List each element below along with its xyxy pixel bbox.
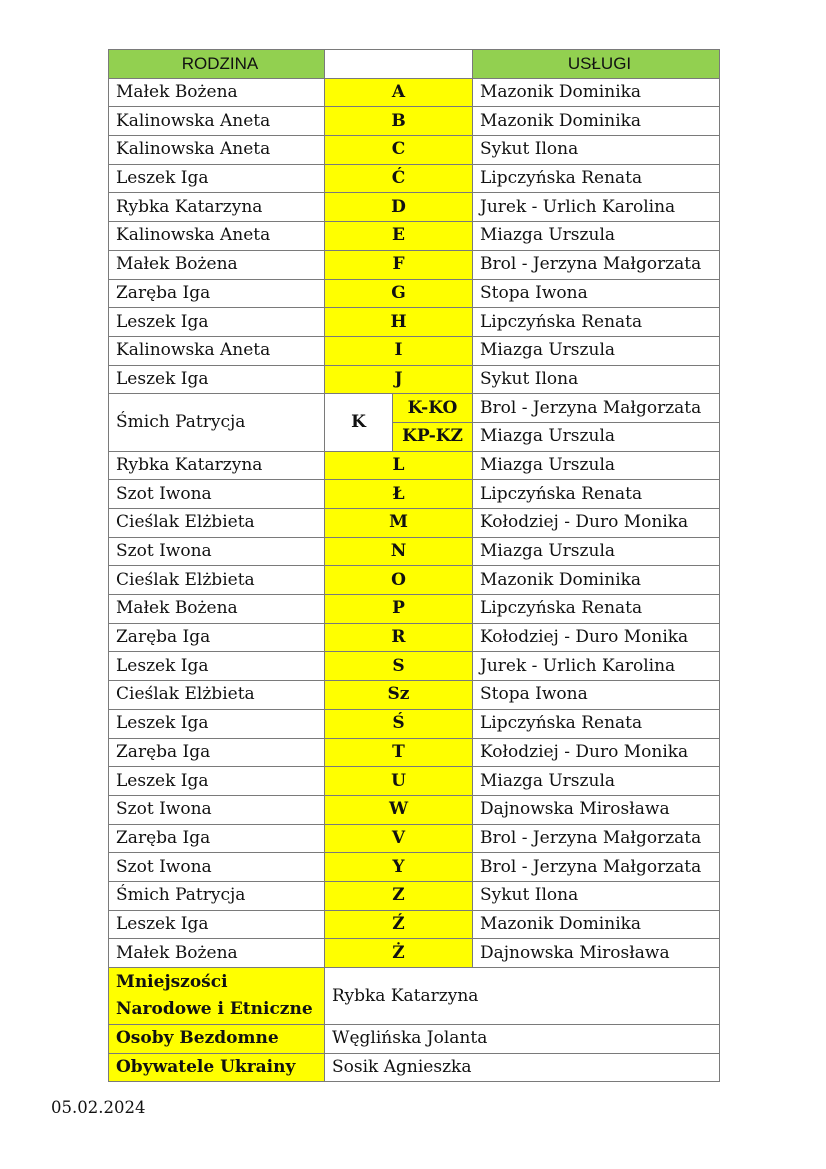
table-row xyxy=(109,767,720,796)
services-cell: Brol - Jerzyna Małgorzata xyxy=(473,853,720,882)
family-cell: Leszek Iga xyxy=(109,308,325,337)
special-row xyxy=(109,1025,720,1054)
services-cell: Sykut Ilona xyxy=(473,136,720,165)
table-row xyxy=(109,795,720,824)
table-row xyxy=(109,910,720,939)
services-cell: Lipczyńska Renata xyxy=(473,480,720,509)
services-cell: Kołodziej - Duro Monika xyxy=(473,738,720,767)
family-cell: Kalinowska Aneta xyxy=(109,136,325,165)
table-row xyxy=(109,652,720,681)
letter-cell: O xyxy=(325,566,473,595)
services-cell: Stopa Iwona xyxy=(473,279,720,308)
table-row xyxy=(109,107,720,136)
table-row xyxy=(109,222,720,251)
family-cell: Szot Iwona xyxy=(109,853,325,882)
family-cell: Szot Iwona xyxy=(109,795,325,824)
family-cell: Leszek Iga xyxy=(109,910,325,939)
letter-cell: Ź xyxy=(325,910,473,939)
services-cell: Miazga Urszula xyxy=(473,767,720,796)
services-cell: Kołodziej - Duro Monika xyxy=(473,509,720,538)
services-cell: Mazonik Dominika xyxy=(473,566,720,595)
table-row xyxy=(109,738,720,767)
category-cell: Mniejszości Narodowe i Etniczne xyxy=(109,968,325,1025)
letter-cell: F xyxy=(325,250,473,279)
person-cell: Węglińska Jolanta xyxy=(325,1025,720,1054)
services-cell: Miazga Urszula xyxy=(473,422,720,451)
letter-cell: Y xyxy=(325,853,473,882)
table-row xyxy=(109,709,720,738)
table-row xyxy=(109,193,720,222)
services-cell: Lipczyńska Renata xyxy=(473,595,720,624)
family-cell: Zaręba Iga xyxy=(109,738,325,767)
family-cell: Szot Iwona xyxy=(109,480,325,509)
table-row xyxy=(109,881,720,910)
table-row xyxy=(109,623,720,652)
services-cell: Lipczyńska Renata xyxy=(473,709,720,738)
special-row xyxy=(109,1053,720,1082)
services-cell: Sykut Ilona xyxy=(473,881,720,910)
services-cell: Dajnowska Mirosława xyxy=(473,795,720,824)
services-cell: Brol - Jerzyna Małgorzata xyxy=(473,824,720,853)
services-cell: Jurek - Urlich Karolina xyxy=(473,652,720,681)
letter-cell: U xyxy=(325,767,473,796)
letter-cell: S xyxy=(325,652,473,681)
letter-cell: N xyxy=(325,537,473,566)
table-row xyxy=(109,164,720,193)
table-row xyxy=(109,566,720,595)
letter-cell: V xyxy=(325,824,473,853)
letter-cell: H xyxy=(325,308,473,337)
services-cell: Mazonik Dominika xyxy=(473,78,720,107)
services-cell: Brol - Jerzyna Małgorzata xyxy=(473,394,720,423)
family-cell: Leszek Iga xyxy=(109,652,325,681)
letter-cell: Ł xyxy=(325,480,473,509)
range-cell: K-KO xyxy=(393,394,473,423)
services-cell: Miazga Urszula xyxy=(473,451,720,480)
family-cell: Cieślak Elżbieta xyxy=(109,681,325,710)
table-row xyxy=(109,365,720,394)
services-cell: Mazonik Dominika xyxy=(473,910,720,939)
services-cell: Brol - Jerzyna Małgorzata xyxy=(473,250,720,279)
family-cell: Szot Iwona xyxy=(109,537,325,566)
category-cell: Osoby Bezdomne xyxy=(109,1025,325,1054)
family-cell: Kalinowska Aneta xyxy=(109,222,325,251)
table-row xyxy=(109,537,720,566)
table-row xyxy=(109,279,720,308)
document-date: 05.02.2024 xyxy=(51,1098,146,1117)
table-row xyxy=(109,336,720,365)
letter-cell: K xyxy=(325,394,393,451)
family-cell: Kalinowska Aneta xyxy=(109,336,325,365)
services-cell: Jurek - Urlich Karolina xyxy=(473,193,720,222)
letter-cell: P xyxy=(325,595,473,624)
letter-cell: C xyxy=(325,136,473,165)
letter-cell: Ć xyxy=(325,164,473,193)
services-cell: Miazga Urszula xyxy=(473,537,720,566)
table-row xyxy=(109,308,720,337)
person-cell: Rybka Katarzyna xyxy=(325,968,720,1025)
assignment-table xyxy=(108,49,720,1082)
letter-cell: E xyxy=(325,222,473,251)
family-cell: Leszek Iga xyxy=(109,767,325,796)
family-cell: Leszek Iga xyxy=(109,164,325,193)
letter-cell: W xyxy=(325,795,473,824)
letter-cell: B xyxy=(325,107,473,136)
family-cell: Małek Bożena xyxy=(109,939,325,968)
services-cell: Dajnowska Mirosława xyxy=(473,939,720,968)
family-cell: Leszek Iga xyxy=(109,709,325,738)
family-cell: Zaręba Iga xyxy=(109,279,325,308)
category-cell: Obywatele Ukrainy xyxy=(109,1053,325,1082)
letter-cell: I xyxy=(325,336,473,365)
family-cell: Cieślak Elżbieta xyxy=(109,509,325,538)
services-cell: Kołodziej - Duro Monika xyxy=(473,623,720,652)
services-cell: Lipczyńska Renata xyxy=(473,164,720,193)
letter-cell: M xyxy=(325,509,473,538)
table-row-k xyxy=(109,394,720,423)
header-services: USŁUGI xyxy=(473,50,720,79)
family-cell: Rybka Katarzyna xyxy=(109,193,325,222)
family-cell: Leszek Iga xyxy=(109,365,325,394)
letter-cell: Ś xyxy=(325,709,473,738)
family-cell: Kalinowska Aneta xyxy=(109,107,325,136)
family-cell: Małek Bożena xyxy=(109,78,325,107)
letter-cell: Ż xyxy=(325,939,473,968)
services-cell: Lipczyńska Renata xyxy=(473,308,720,337)
services-cell: Stopa Iwona xyxy=(473,681,720,710)
family-cell: Śmich Patrycja xyxy=(109,881,325,910)
special-row xyxy=(109,968,720,1025)
table-row xyxy=(109,853,720,882)
table-row xyxy=(109,78,720,107)
letter-cell: L xyxy=(325,451,473,480)
table-row xyxy=(109,824,720,853)
table-row xyxy=(109,451,720,480)
services-cell: Sykut Ilona xyxy=(473,365,720,394)
letter-cell: R xyxy=(325,623,473,652)
family-cell: Małek Bożena xyxy=(109,250,325,279)
letter-cell: A xyxy=(325,78,473,107)
table-row xyxy=(109,595,720,624)
services-cell: Miazga Urszula xyxy=(473,222,720,251)
services-cell: Mazonik Dominika xyxy=(473,107,720,136)
table-row xyxy=(109,250,720,279)
family-cell: Rybka Katarzyna xyxy=(109,451,325,480)
family-cell: Zaręba Iga xyxy=(109,623,325,652)
family-cell: Małek Bożena xyxy=(109,595,325,624)
header-row xyxy=(109,50,720,79)
table-row xyxy=(109,136,720,165)
letter-cell: G xyxy=(325,279,473,308)
range-cell: KP-KZ xyxy=(393,422,473,451)
table-row xyxy=(109,480,720,509)
services-cell: Miazga Urszula xyxy=(473,336,720,365)
family-cell: Cieślak Elżbieta xyxy=(109,566,325,595)
person-cell: Sosik Agnieszka xyxy=(325,1053,720,1082)
header-letter xyxy=(325,50,473,79)
family-cell: Zaręba Iga xyxy=(109,824,325,853)
header-family: RODZINA xyxy=(109,50,325,79)
letter-cell: T xyxy=(325,738,473,767)
letter-cell: D xyxy=(325,193,473,222)
table-row xyxy=(109,939,720,968)
table-row xyxy=(109,509,720,538)
letter-cell: J xyxy=(325,365,473,394)
letter-cell: Sz xyxy=(325,681,473,710)
family-cell: Śmich Patrycja xyxy=(109,394,325,451)
letter-cell: Z xyxy=(325,881,473,910)
table-row xyxy=(109,681,720,710)
